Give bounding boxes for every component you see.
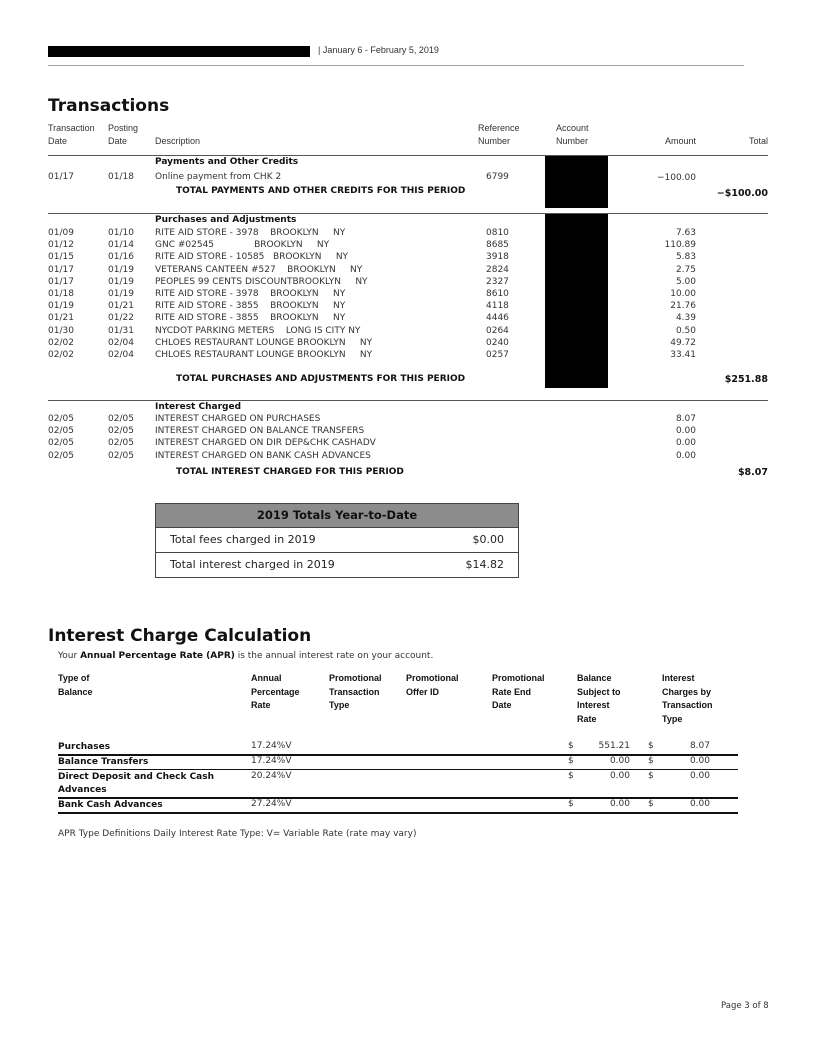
posting-date: 02/05 (108, 450, 134, 461)
transaction-row (0, 265, 816, 277)
transaction-date: 01/30 (48, 325, 74, 336)
interest-total-value: $8.07 (737, 467, 768, 478)
subtitle-text: Your (58, 651, 81, 661)
description: VETERANS CANTEEN #527 BROOKLYN NY (155, 264, 363, 275)
col-reference-number (478, 122, 520, 148)
balance-type: Purchases (58, 742, 111, 752)
transaction-date: 01/17 (48, 172, 74, 182)
payments-total-value: −$100.00 (716, 188, 768, 199)
transaction-date: 01/17 (48, 276, 74, 287)
interest-charges: 0.00 (689, 771, 710, 781)
col-description: Description (155, 136, 201, 146)
posting-date: 01/31 (108, 325, 134, 336)
col-label: Number (478, 136, 511, 146)
description: NYCDOT PARKING METERS LONG IS CITY NY (155, 325, 361, 336)
amount: 5.83 (675, 252, 696, 263)
amount: 0.00 (675, 438, 696, 449)
description: Online payment from CHK 2 (155, 172, 282, 182)
currency-symbol: $ (648, 756, 654, 766)
col-transaction-date (48, 122, 95, 148)
col-label: Rate (251, 700, 271, 710)
ytd-row-interest (156, 552, 518, 577)
currency-symbol: $ (568, 799, 574, 809)
reference-number: 8610 (486, 289, 509, 299)
amount: 33.41 (670, 350, 696, 360)
purchases-title: Purchases and Adjustments (155, 215, 297, 225)
amount: 110.89 (664, 240, 696, 251)
transaction-date: 01/18 (48, 289, 74, 299)
section-divider (48, 400, 768, 401)
col-label: Promotional (329, 673, 382, 683)
col-total: Total (748, 136, 768, 146)
balance-subject-to-interest: 0.00 (609, 799, 630, 809)
interest-calc-row (58, 771, 738, 797)
transactions-title: Transactions (48, 96, 170, 116)
currency-symbol: $ (568, 756, 574, 766)
balance-subject-to-interest: 0.00 (609, 771, 630, 781)
reference-number: 6799 (486, 172, 509, 182)
amount: 21.76 (670, 301, 696, 312)
ytd-label: Total fees charged in 2019 (170, 533, 316, 546)
transaction-row (0, 277, 816, 289)
interest-calc-col-header (662, 672, 713, 726)
balance-type: Direct Deposit and Check Cash Advances (58, 772, 215, 795)
description: RITE AID STORE - 3855 BROOKLYN NY (155, 313, 346, 324)
col-label: Date (492, 700, 512, 710)
payments-total-label: TOTAL PAYMENTS AND OTHER CREDITS FOR THIS PERIOD (176, 186, 466, 196)
amount: −100.00 (656, 173, 696, 183)
section-divider (48, 155, 768, 156)
description: CHLOES RESTAURANT LOUNGE BROOKLYN NY (155, 337, 373, 348)
reference-number: 4446 (486, 313, 509, 324)
transaction-date: 02/05 (48, 426, 74, 437)
row-divider (58, 769, 738, 770)
col-label: Type (662, 713, 683, 724)
reference-number: 0257 (486, 350, 509, 360)
balance-subject-to-interest: 0.00 (609, 756, 630, 766)
col-label: Offer ID (406, 686, 440, 697)
amount: 49.72 (670, 337, 696, 348)
header-divider (48, 65, 744, 66)
interest-calc-col-header (251, 672, 300, 713)
interest-calc-col-header (329, 672, 382, 713)
posting-date: 01/19 (108, 289, 134, 299)
col-label: Percentage (251, 686, 300, 697)
description: GNC #02545 BROOKLYN NY (155, 240, 330, 251)
currency-symbol: $ (648, 771, 654, 781)
transaction-date: 01/09 (48, 228, 74, 238)
transaction-row (0, 438, 816, 450)
statement-period: | January 6 - February 5, 2019 (318, 45, 439, 55)
posting-date: 01/14 (108, 240, 134, 251)
transaction-row (0, 338, 816, 350)
description: RITE AID STORE - 3978 BROOKLYN NY (155, 228, 346, 238)
purchases-total-value: $251.88 (724, 374, 768, 385)
ytd-row-fees (156, 528, 518, 552)
posting-date: 02/04 (108, 350, 134, 360)
posting-date: 01/10 (108, 228, 134, 238)
amount: 5.00 (675, 276, 696, 287)
reference-number: 8685 (486, 240, 509, 251)
posting-date: 02/04 (108, 337, 134, 348)
transaction-date: 01/12 (48, 240, 74, 251)
transaction-row (0, 426, 816, 438)
balance-subject-to-interest: 551.21 (598, 741, 630, 751)
description: CHLOES RESTAURANT LOUNGE BROOKLYN NY (155, 350, 373, 360)
reference-number: 4118 (486, 301, 509, 312)
col-label: Transaction (662, 700, 713, 710)
reference-number: 0240 (486, 337, 509, 348)
posting-date: 02/05 (108, 438, 134, 449)
interest-charges: 0.00 (689, 799, 710, 809)
transaction-row (0, 350, 816, 362)
subtitle-text: is the annual interest rate on your account. (234, 651, 434, 661)
col-label: Type of (58, 673, 90, 683)
ytd-title: 2019 Totals Year-to-Date (156, 504, 518, 528)
apr-value: 20.24%V (251, 771, 292, 781)
purchases-total-label: TOTAL PURCHASES AND ADJUSTMENTS FOR THIS PERIOD (176, 374, 466, 384)
section-divider (48, 213, 768, 214)
currency-symbol: $ (648, 799, 654, 809)
col-label: Transaction (329, 686, 380, 697)
interest-charges: 8.07 (689, 741, 710, 751)
redacted-account-name (48, 46, 310, 57)
transaction-date: 01/21 (48, 313, 74, 324)
transaction-row (0, 326, 816, 338)
col-label: Balance (58, 686, 93, 697)
transaction-date: 02/05 (48, 414, 74, 424)
posting-date: 02/05 (108, 426, 134, 437)
reference-number: 0264 (486, 325, 509, 336)
transaction-date: 01/15 (48, 252, 74, 263)
interest-total-label: TOTAL INTEREST CHARGED FOR THIS PERIOD (176, 467, 404, 477)
ytd-value: $14.82 (465, 558, 504, 571)
transaction-date: 02/05 (48, 450, 74, 461)
subtitle-bold: Annual Percentage Rate (APR) (80, 651, 235, 661)
col-label: Rate (577, 713, 597, 724)
interest-calc-col-header (58, 672, 93, 699)
row-divider (58, 812, 738, 814)
ytd-label: Total interest charged in 2019 (170, 558, 335, 571)
col-label: Account (556, 123, 589, 133)
col-label: Type (329, 700, 350, 710)
col-label: Rate End (492, 686, 532, 697)
transaction-row (0, 240, 816, 252)
col-label: Date (108, 136, 128, 146)
interest-calc-col-header (577, 672, 621, 726)
amount: 0.50 (675, 325, 696, 336)
transaction-date: 02/05 (48, 438, 74, 449)
amount: 4.39 (675, 313, 696, 324)
transaction-row (0, 228, 816, 240)
reference-number: 3918 (486, 252, 509, 263)
transaction-row (0, 252, 816, 264)
interest-charges: 0.00 (689, 756, 710, 766)
transaction-row (0, 301, 816, 313)
amount: 8.07 (675, 414, 696, 424)
payments-title: Payments and Other Credits (155, 157, 299, 167)
description: INTEREST CHARGED ON DIR DEP&CHK CASHADV (155, 438, 376, 449)
interest-calc-col-header (406, 672, 459, 699)
amount: 0.00 (675, 450, 696, 461)
reference-number: 2327 (486, 276, 509, 287)
col-amount: Amount (664, 136, 696, 146)
currency-symbol: $ (648, 741, 654, 751)
description: INTEREST CHARGED ON PURCHASES (155, 414, 321, 424)
amount: 7.63 (675, 228, 696, 238)
col-label: Reference (478, 123, 520, 133)
posting-date: 01/21 (108, 301, 134, 312)
col-label: Subject to (577, 686, 621, 697)
interest-calc-row (58, 799, 738, 812)
amount: 2.75 (675, 264, 696, 275)
apr-definitions: APR Type Definitions Daily Interest Rate Type: V= Variable Rate (rate may vary) (58, 829, 417, 839)
transaction-date: 01/19 (48, 301, 74, 312)
posting-date: 01/16 (108, 252, 134, 263)
reference-number: 2824 (486, 264, 509, 275)
page-number: Page 3 of 8 (721, 1001, 769, 1011)
apr-value: 17.24%V (251, 756, 292, 766)
col-posting-date (108, 122, 138, 148)
transaction-date: 02/02 (48, 350, 74, 360)
col-label: Interest (577, 700, 610, 710)
col-account-number (556, 122, 589, 148)
description: RITE AID STORE - 10585 BROOKLYN NY (155, 252, 349, 263)
interest-calc-row (58, 741, 738, 754)
posting-date: 02/05 (108, 414, 134, 424)
ytd-totals-box (155, 503, 519, 578)
col-label: Date (48, 136, 68, 146)
ytd-value: $0.00 (472, 533, 504, 546)
col-label: Transaction (48, 123, 95, 133)
transaction-row (0, 313, 816, 325)
transaction-row (0, 172, 816, 184)
currency-symbol: $ (568, 771, 574, 781)
balance-type: Balance Transfers (58, 757, 149, 767)
description: RITE AID STORE - 3855 BROOKLYN NY (155, 301, 346, 312)
apr-value: 17.24%V (251, 741, 292, 751)
interest-calc-subtitle (58, 651, 433, 661)
apr-value: 27.24%V (251, 799, 292, 809)
interest-calc-title: Interest Charge Calculation (48, 626, 312, 646)
reference-number: 0810 (486, 228, 509, 238)
posting-date: 01/18 (108, 172, 134, 182)
col-label: Posting (108, 123, 139, 133)
transaction-row (0, 414, 816, 426)
amount: 10.00 (670, 289, 696, 299)
transaction-date: 02/02 (48, 337, 74, 348)
interest-title: Interest Charged (155, 402, 242, 412)
col-label: Interest (662, 673, 695, 683)
interest-calc-col-header (492, 672, 545, 713)
transaction-row (0, 289, 816, 301)
transaction-row (0, 451, 816, 463)
col-label: Number (556, 136, 589, 146)
description: PEOPLES 99 CENTS DISCOUNTBROOKLYN NY (155, 276, 368, 287)
interest-calc-row (58, 756, 738, 769)
col-label: Annual (251, 673, 282, 683)
col-label: Balance (577, 673, 612, 683)
balance-type: Bank Cash Advances (58, 800, 163, 810)
col-label: Charges by (662, 686, 712, 697)
amount: 0.00 (675, 426, 696, 437)
col-label: Promotional (492, 673, 545, 683)
description: INTEREST CHARGED ON BANK CASH ADVANCES (155, 450, 371, 461)
posting-date: 01/19 (108, 264, 134, 275)
posting-date: 01/22 (108, 313, 134, 324)
description: INTEREST CHARGED ON BALANCE TRANSFERS (155, 426, 365, 437)
posting-date: 01/19 (108, 276, 134, 287)
transaction-date: 01/17 (48, 264, 74, 275)
description: RITE AID STORE - 3978 BROOKLYN NY (155, 289, 346, 299)
currency-symbol: $ (568, 741, 574, 751)
col-label: Promotional (406, 673, 459, 683)
